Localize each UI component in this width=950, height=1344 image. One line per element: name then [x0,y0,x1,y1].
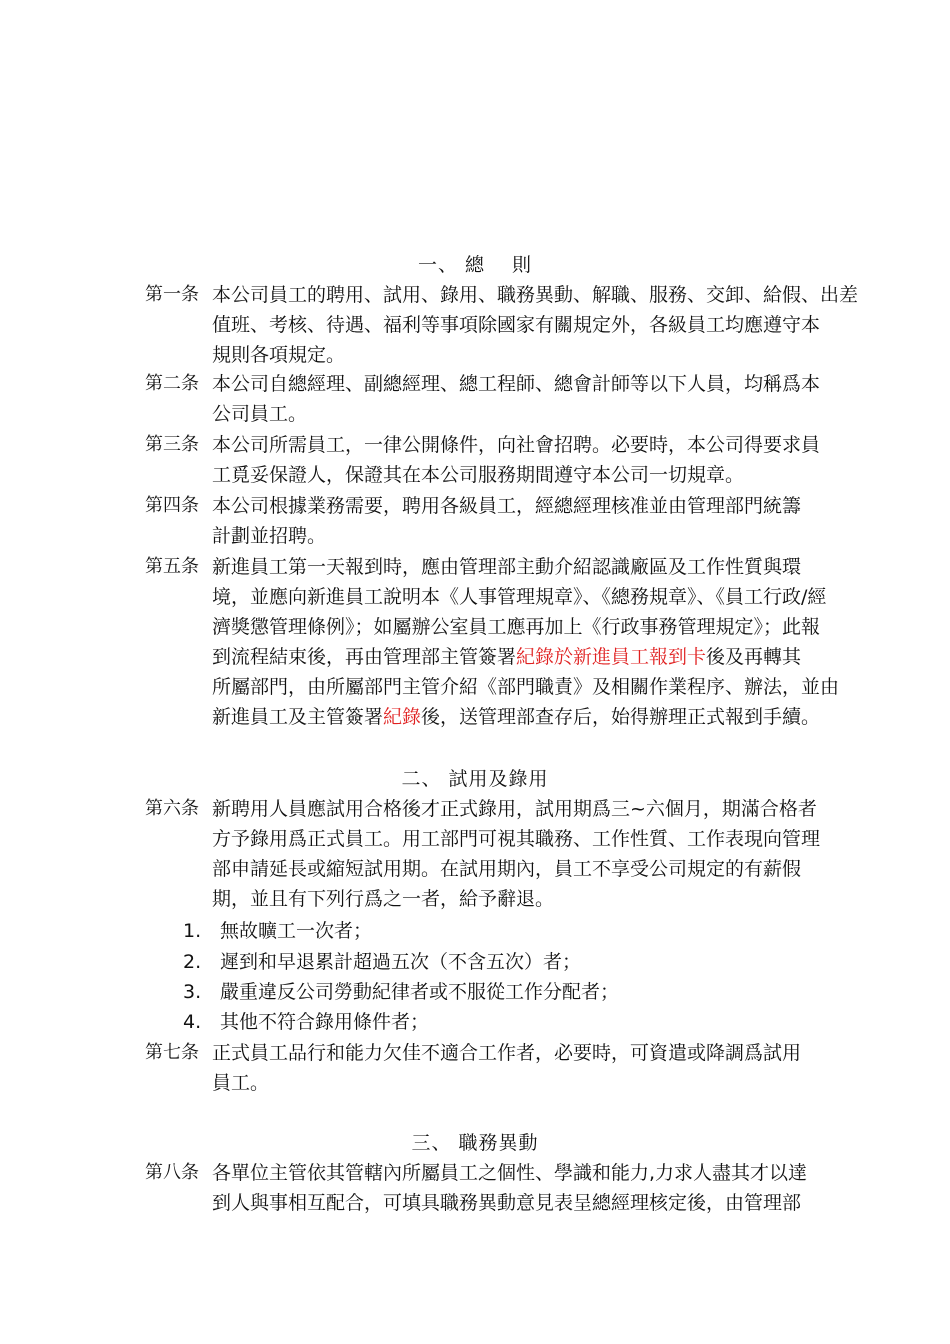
article-line: 部申請延長或縮短試用期。在試用期內，員工不享受公司規定的有薪假 [212,858,802,880]
list-text: 嚴重違反公司勞動紀律者或不服從工作分配者； [220,981,620,1003]
list-item [183,916,783,946]
article-line: 本公司自總經理、副總經理、總工程師、總會計師等以下人員，均稱爲本 [212,373,821,395]
text-segment: 後，送管理部查存后，始得辦理正式報到手續。 [421,706,821,728]
text-segment: 到流程結束後，再由管理部主管簽署 [212,646,517,668]
article-body [212,1158,812,1218]
list-number: 4. [183,1011,202,1033]
article-body [212,1038,812,1098]
section-heading-general: 一、 總 則 [417,254,533,276]
article-label: 第四条 [145,495,199,516]
article-label: 第五条 [145,556,199,577]
article-line: 濟獎懲管理條例》；如屬辦公室員工應再加上《行政事務管理規定》；此報 [212,616,821,638]
article-line: 本公司員工的聘用、試用、錄用、職務異動、解職、服務、交卸、給假、出差 [212,284,859,306]
article-label: 第二条 [145,373,199,394]
section-heading-trial: 二、 試用及錄用 [401,768,549,790]
article-line: 到人與事相互配合，可填具職務異動意見表呈總經理核定後，由管理部 [212,1192,802,1214]
article-line: 期，並且有下列行爲之一者，給予辭退。 [212,888,555,910]
article-body [212,280,859,370]
article-body [212,430,821,490]
article-line: 正式員工品行和能力欠佳不適合工作者，必要時，可資遣或降調爲試用 [212,1042,802,1064]
article-label: 第七条 [145,1042,199,1063]
article-line: 值班、考核、待遇、福利等事項除國家有關規定外，各級員工均應遵守本 [212,314,821,336]
article-line: 境，並應向新進員工說明本《人事管理規章》、《總務規章》、《員工行政/經 [212,586,827,608]
list-item [183,947,783,977]
list-number: 2. [183,951,202,973]
article-line: 公司員工。 [212,403,308,425]
article-line [212,642,812,672]
article-body [212,794,821,914]
text-segment: 新進員工及主管簽署 [212,706,384,728]
list-number: 1. [183,920,202,942]
article-line [212,702,821,732]
section-heading-job-transfer: 三、 職務異動 [411,1132,539,1154]
article-line: 計劃並招聘。 [212,525,327,547]
article-body [212,369,821,429]
article-label: 第八条 [145,1162,199,1183]
list-number: 3. [183,981,202,1003]
article-label: 第三条 [145,434,199,455]
article-line: 新進員工第一天報到時，應由管理部主動介紹認識廠區及工作性質與環 [212,556,802,578]
article-line: 工覓妥保證人，保證其在本公司服務期間遵守本公司一切規章。 [212,464,745,486]
list-item [183,1007,783,1037]
article-label: 第一条 [145,284,199,305]
list-text: 遲到和早退累計超過五次（不含五次）者； [220,951,582,973]
list-text: 無故曠工一次者； [220,920,373,942]
article-body [212,491,812,551]
article-line: 本公司所需員工，一律公開條件，向社會招聘。必要時，本公司得要求員 [212,434,821,456]
article-line: 新聘用人員應試用合格後才正式錄用，試用期爲三~六個月，期滿合格者 [212,798,817,820]
highlighted-text: 紀錄於新進員工報到卡 [516,646,707,668]
highlighted-text: 紀錄 [383,706,422,728]
article-line: 本公司根據業務需要，聘用各級員工，經總經理核准並由管理部門統籌 [212,495,802,517]
article-line: 方予錄用爲正式員工。用工部門可視其職務、工作性質、工作表現向管理 [212,828,821,850]
list-text: 其他不符合錄用條件者； [220,1011,430,1033]
list-item [183,977,783,1007]
article-line: 所屬部門，由所屬部門主管介紹《部門職責》及相關作業程序、辦法，並由 [212,676,840,698]
text-segment: 後及再轉其 [706,646,802,668]
article-line: 員工。 [212,1072,270,1094]
article-line: 規則各項規定。 [212,344,346,366]
article-line: 各單位主管依其管轄內所屬員工之個性、學識和能力,力求人盡其才以達 [212,1162,808,1184]
article-body [212,552,840,732]
article-label: 第六条 [145,798,199,819]
